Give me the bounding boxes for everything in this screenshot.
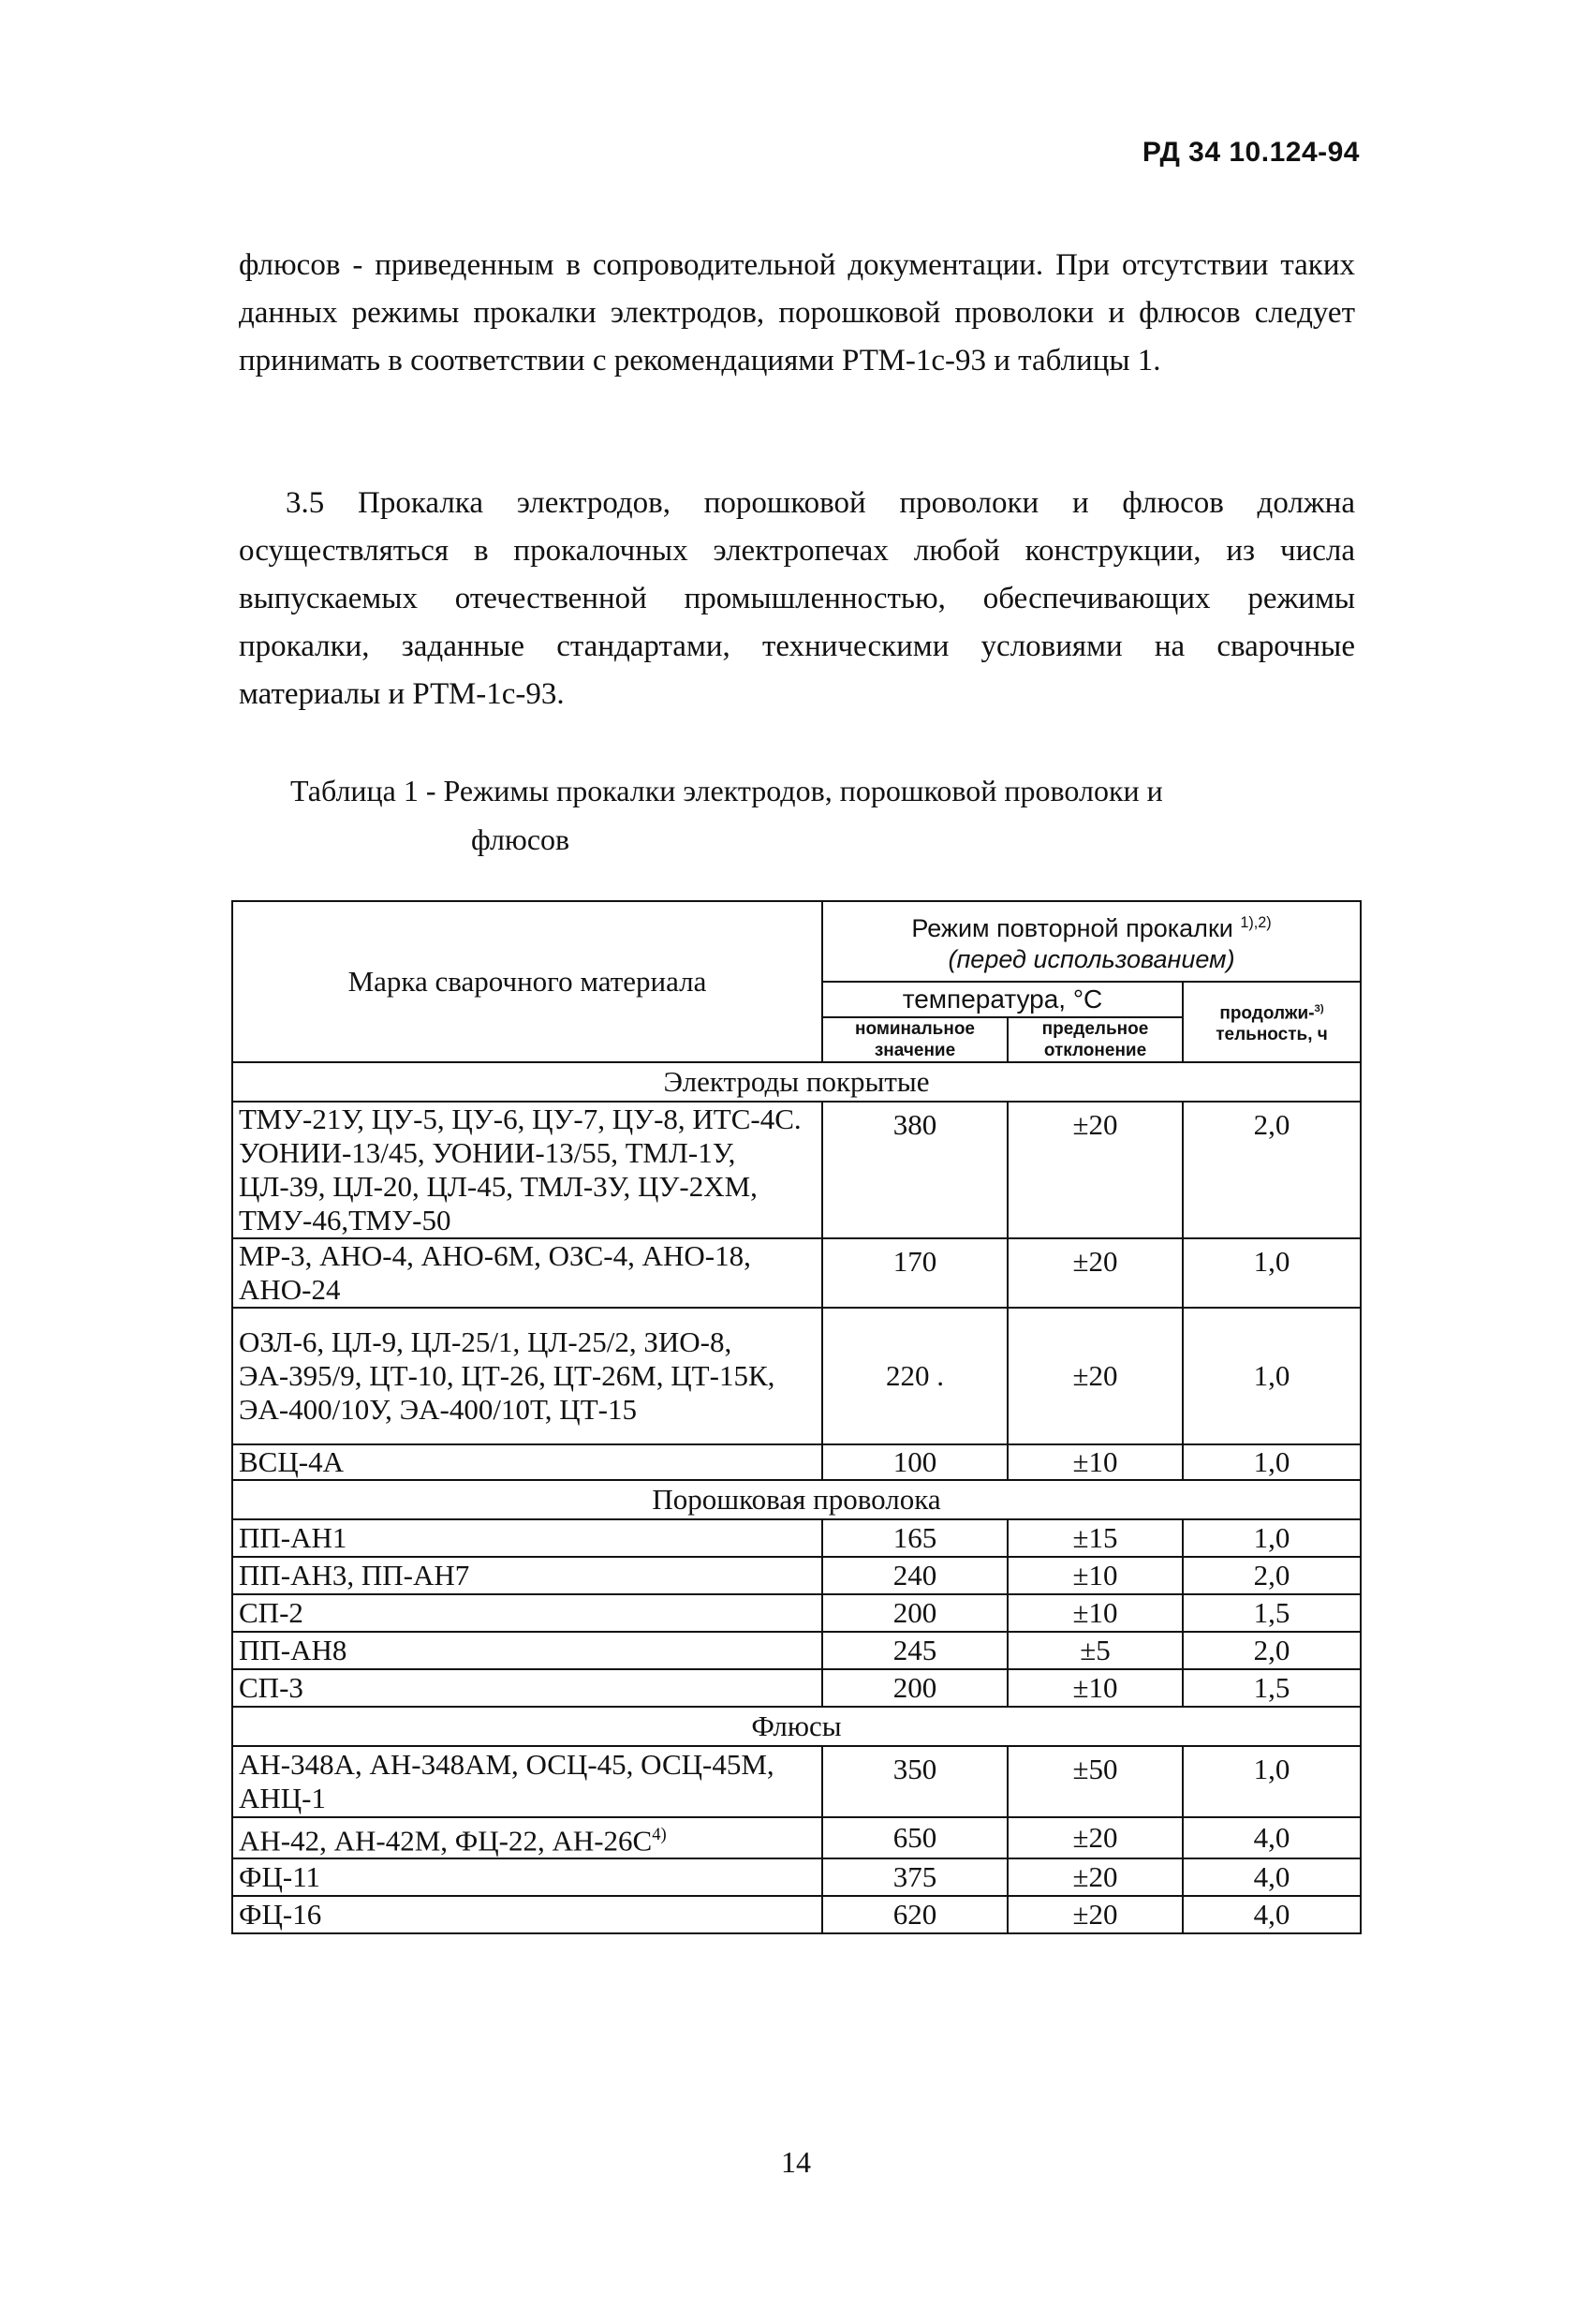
nominal-value: 100: [822, 1444, 1008, 1480]
duration-value: 1,5: [1183, 1669, 1361, 1707]
table-row: [232, 1746, 1361, 1817]
document-code: РД 34 10.124-94: [1142, 137, 1360, 168]
duration-value: 2,0: [1183, 1102, 1361, 1238]
table-row: [232, 1557, 1361, 1594]
material-name: ПП-АН8: [232, 1632, 822, 1669]
duration-value: 2,0: [1183, 1632, 1361, 1669]
material-name: АН-42, АН-42М, ФЦ-22, $АН-26С^{4)}$: [232, 1817, 822, 1858]
header-nominal: номинальное значение: [822, 1017, 1008, 1062]
duration-value: 4,0: [1183, 1858, 1361, 1896]
table-row: [232, 1858, 1361, 1896]
deviation-value: ±10: [1008, 1669, 1183, 1707]
duration-value: 1,0: [1183, 1746, 1361, 1817]
deviation-value: ±20: [1008, 1238, 1183, 1308]
page-number: 14: [781, 2145, 811, 2179]
table-row: [232, 1669, 1361, 1707]
material-name: ВСЦ-4А: [232, 1444, 822, 1480]
deviation-value: ±50: [1008, 1746, 1183, 1817]
header-mode-subtitle: (перед использованием): [948, 945, 1235, 973]
deviation-value: ±20: [1008, 1308, 1183, 1444]
nominal-value: 350: [822, 1746, 1008, 1817]
deviation-value: ±10: [1008, 1444, 1183, 1480]
nominal-value: 165: [822, 1519, 1008, 1557]
material-name: МР-3, АНО-4, АНО-6М, ОЗС-4, АНО-18, АНО-24: [232, 1238, 822, 1308]
duration-value: 1,5: [1183, 1594, 1361, 1632]
nominal-value: 380: [822, 1102, 1008, 1238]
table-row: [232, 1519, 1361, 1557]
duration-value: 4,0: [1183, 1896, 1361, 1933]
table-caption-line-1: Таблица 1 - Режимы прокалки электродов, порошковой проволоки и: [290, 774, 1163, 807]
deviation-value: ±10: [1008, 1557, 1183, 1594]
nominal-value: 375: [822, 1858, 1008, 1896]
baking-modes-table: [231, 900, 1362, 1934]
footnote-marker: 4): [652, 1825, 667, 1844]
nominal-value: 620: [822, 1896, 1008, 1933]
table-row: [232, 1102, 1361, 1238]
header-deviation: предельное отклонение: [1008, 1017, 1183, 1062]
header-temperature: температура, °С: [822, 982, 1183, 1017]
deviation-value: ±20: [1008, 1896, 1183, 1933]
paragraph-3-5: [239, 480, 1355, 718]
header-mode-footnote: 1),2): [1240, 914, 1272, 931]
table-row: [232, 1817, 1361, 1858]
header-mode: Режим повторной прокалки $^{1),2)}$ (перед использованием): [822, 901, 1361, 982]
deviation-value: ±20: [1008, 1817, 1183, 1858]
table-row: [232, 1444, 1361, 1480]
nominal-value: 240: [822, 1557, 1008, 1594]
table-row: [232, 1896, 1361, 1933]
material-name: АН-348А, АН-348АМ, ОСЦ-45, ОСЦ-45М, АНЦ-1: [232, 1746, 822, 1817]
material-name: СП-3: [232, 1669, 822, 1707]
table-caption: [290, 766, 1367, 864]
nominal-value: 245: [822, 1632, 1008, 1669]
nominal-value: 200: [822, 1669, 1008, 1707]
material-name: ПП-АН3, ПП-АН7: [232, 1557, 822, 1594]
paragraph-3-5-text: 3.5 Прокалка электродов, порошковой проволоки и флюсов должна осуществляться в прокалочных электропечах любой конструкции, из числа выпускаемых отечественной промышленностью, обеспечивающих режимы прокалки, заданные стандартами, техническими условиями на сварочные материалы и РТМ-1с-93.: [239, 486, 1355, 711]
duration-value: 1,0: [1183, 1444, 1361, 1480]
section-header-flux-cored-wire: Порошковая проволока: [232, 1480, 1361, 1519]
nominal-value: 200: [822, 1594, 1008, 1632]
table-row: [232, 1308, 1361, 1444]
nominal-value: 170: [822, 1238, 1008, 1308]
nominal-value: 650: [822, 1817, 1008, 1858]
material-name: ТМУ-21У, ЦУ-5, ЦУ-6, ЦУ-7, ЦУ-8, ИТС-4С. УОНИИ-13/45, УОНИИ-13/55, ТМЛ-1У, ЦЛ-39, ЦЛ-20, ЦЛ-45, ТМЛ-3У, ЦУ-2ХМ, ТМУ-46,ТМУ-50: [232, 1102, 822, 1238]
duration-value: 1,0: [1183, 1238, 1361, 1308]
header-duration: продолжи-$^{3)}$ тельность, ч: [1183, 982, 1361, 1062]
header-duration-footnote: 3): [1314, 1002, 1324, 1014]
deviation-value: ±5: [1008, 1632, 1183, 1669]
duration-value: 1,0: [1183, 1308, 1361, 1444]
deviation-value: ±20: [1008, 1102, 1183, 1238]
material-name: ПП-АН1: [232, 1519, 822, 1557]
duration-value: 2,0: [1183, 1557, 1361, 1594]
deviation-value: ±10: [1008, 1594, 1183, 1632]
table-row: [232, 1632, 1361, 1669]
paragraph-1-text: флюсов - приведенным в сопроводительной документации. При отсутствии таких данных режимы прокалки электродов, порошковой проволоки и флюсов следует принимать в соответствии с рекомендациями РТМ-1с-93 и таблицы 1.: [239, 248, 1355, 377]
deviation-value: ±15: [1008, 1519, 1183, 1557]
section-header-electrodes: Электроды покрытые: [232, 1062, 1361, 1102]
table-row: [232, 1238, 1361, 1308]
table-row: [232, 1594, 1361, 1632]
table-caption-line-2: флюсов: [471, 822, 570, 856]
material-name: СП-2: [232, 1594, 822, 1632]
header-material: Марка сварочного материала: [232, 901, 822, 1062]
nominal-value: 220 .: [822, 1308, 1008, 1444]
deviation-value: ±20: [1008, 1858, 1183, 1896]
material-name: ФЦ-11: [232, 1858, 822, 1896]
material-name: ОЗЛ-6, ЦЛ-9, ЦЛ-25/1, ЦЛ-25/2, ЗИО-8, ЭА-395/9, ЦТ-10, ЦТ-26, ЦТ-26М, ЦТ-15К, ЭА-400/10У, ЭА-400/10Т, ЦТ-15: [232, 1308, 822, 1444]
material-name: ФЦ-16: [232, 1896, 822, 1933]
paragraph-1: [239, 242, 1355, 385]
duration-value: 4,0: [1183, 1817, 1361, 1858]
section-header-fluxes: Флюсы: [232, 1707, 1361, 1746]
duration-value: 1,0: [1183, 1519, 1361, 1557]
